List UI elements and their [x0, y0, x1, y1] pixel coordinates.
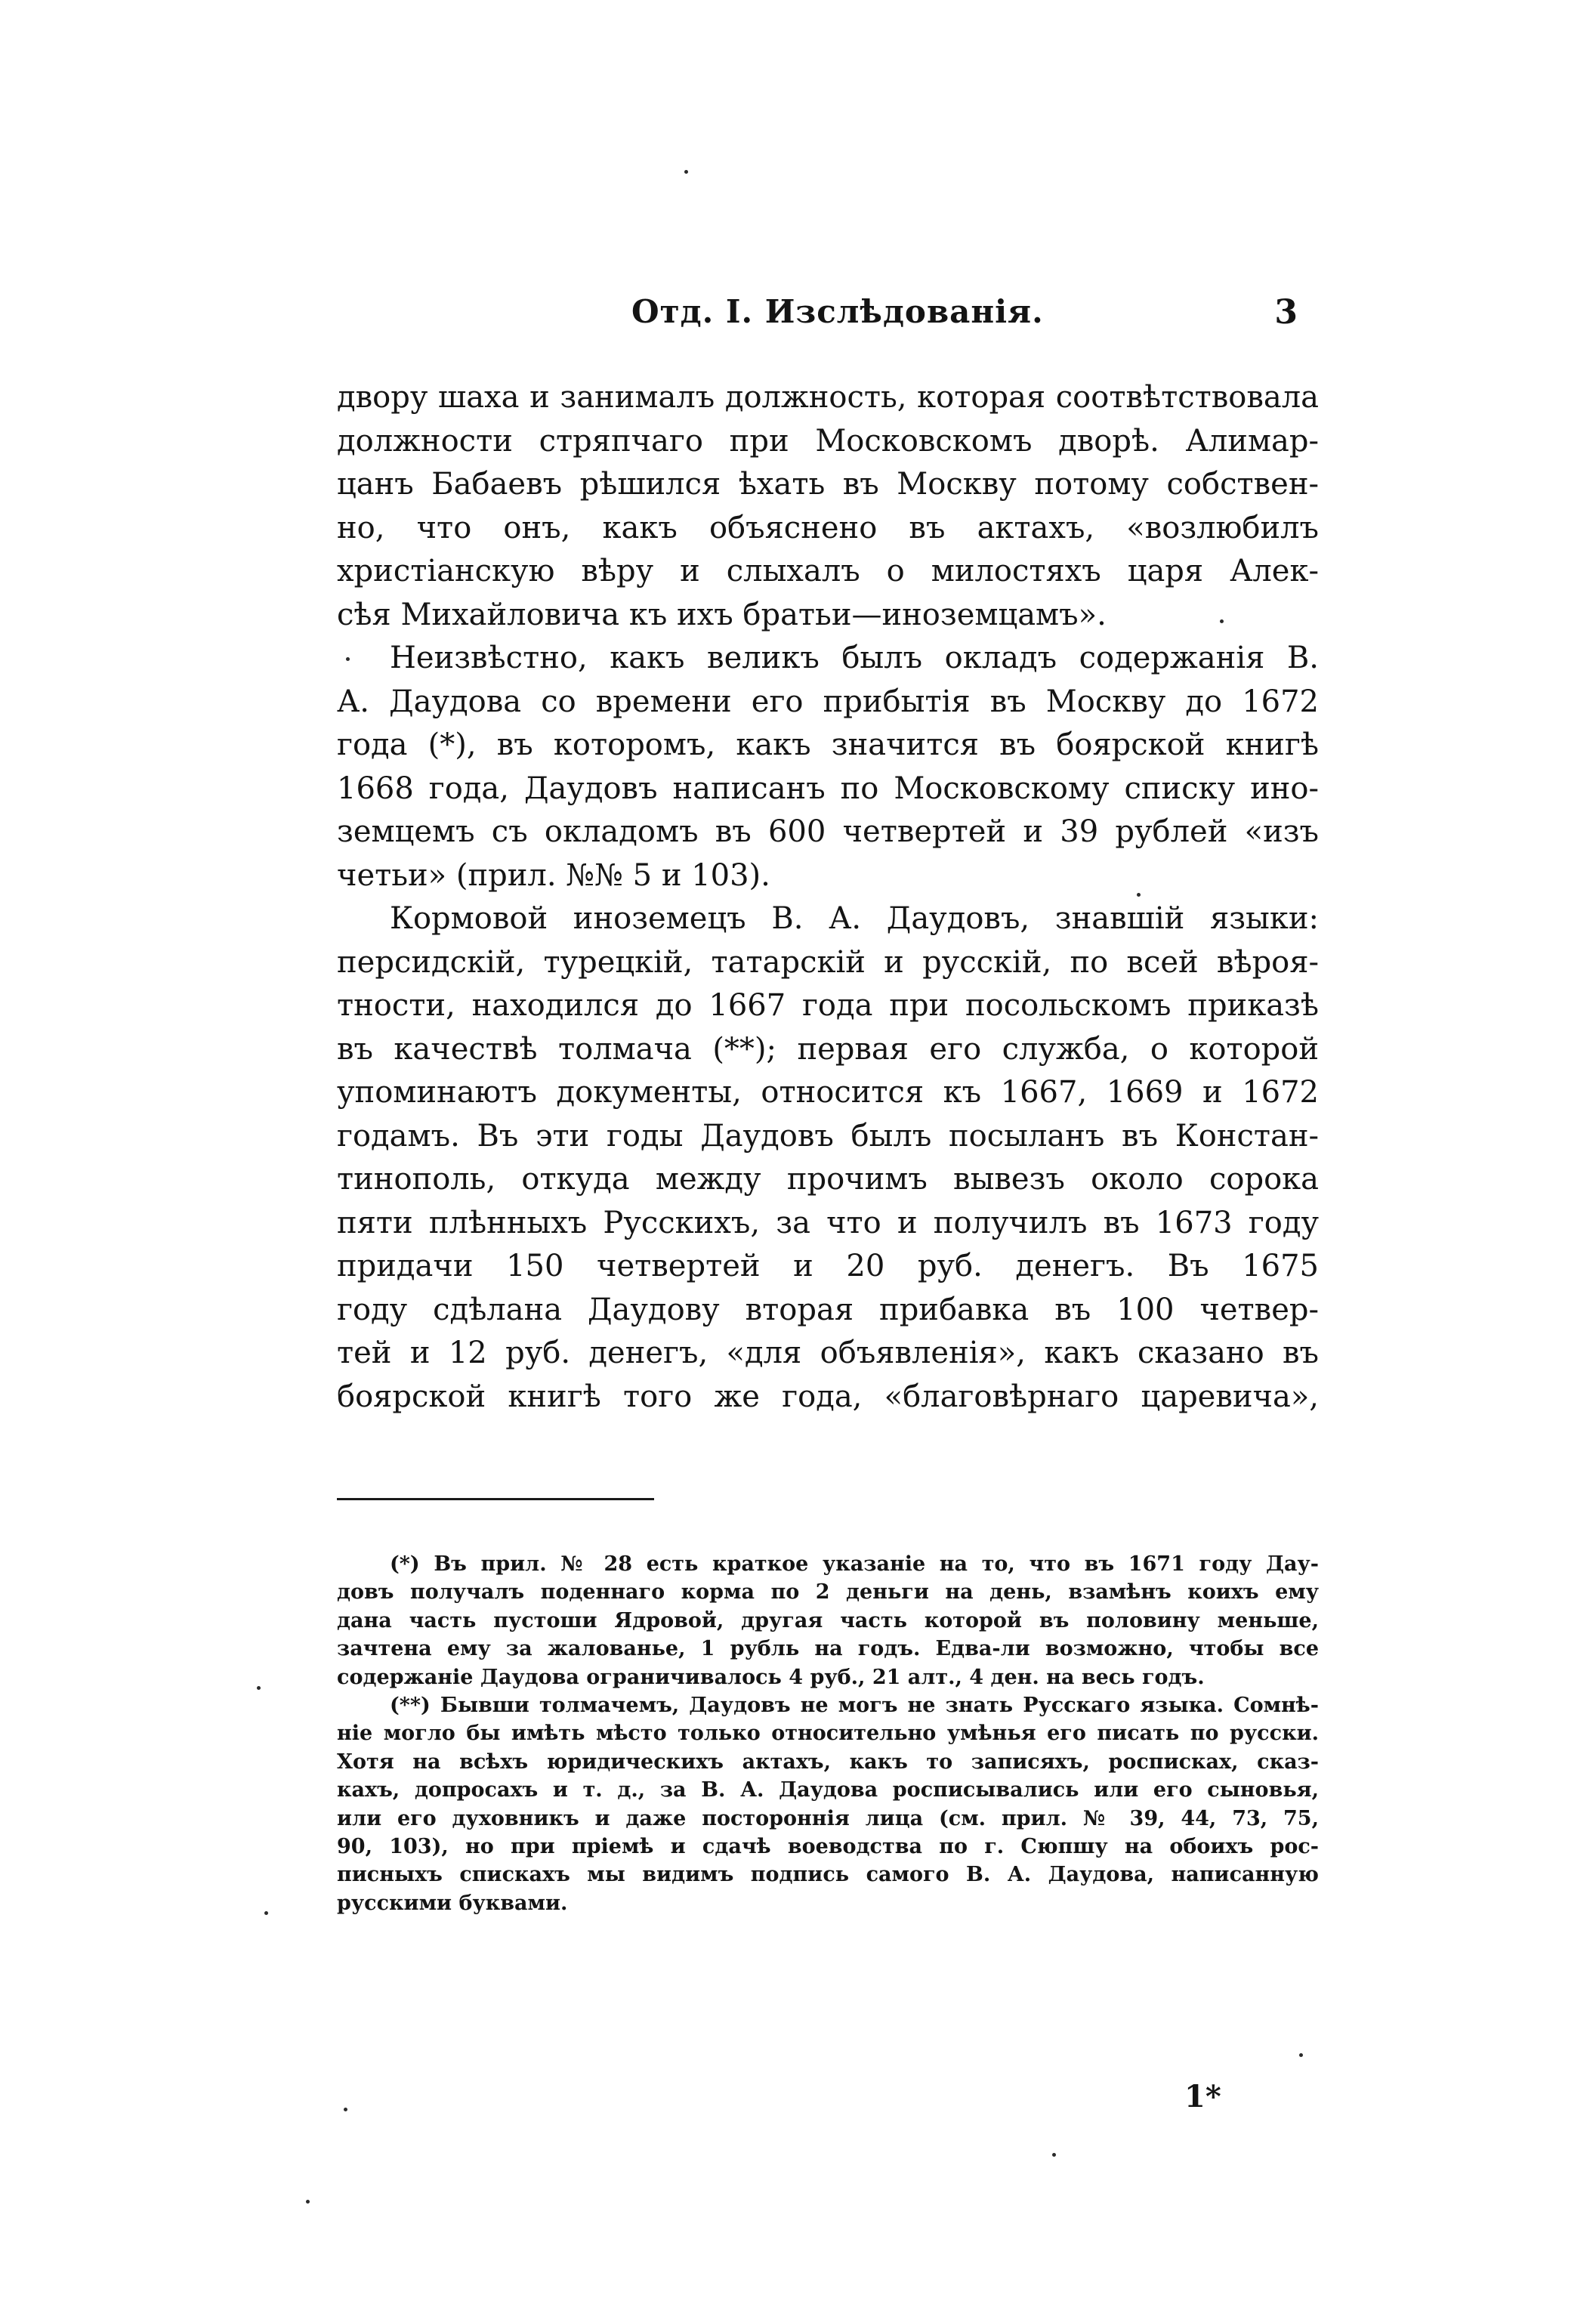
footnote-line: дана часть пустоши Ядровой, другая часть которой въ половину меньше, — [337, 1608, 1319, 1632]
footnote-line: ніе могло бы имѣть мѣсто только относительно умѣнья его писать по русски. — [337, 1722, 1319, 1746]
footnotes — [337, 1550, 1319, 1917]
footnote-line: или его духовникъ и даже постороннія лица (см. прил. № 39, 44, 73, 75, — [337, 1806, 1319, 1830]
footnote-line: (**) Бывши толмачемъ, Даудовъ не могъ не знать Русскаго языка. Сомнѣ- — [390, 1693, 1319, 1717]
footnote-line: (*) Въ прил. № 28 есть краткое указаніе на то, что въ 1671 году Дау- — [390, 1552, 1319, 1576]
scan-speck — [1299, 2053, 1303, 2057]
text-line: но, что онъ, какъ объяснено въ актахъ, «возлюбилъ — [337, 510, 1319, 545]
footnote-line: содержаніе Даудова ограничивалось 4 руб., 21 алт., 4 ден. на весь годъ. — [337, 1665, 1205, 1689]
text-line: четьи» (прил. №№ 5 и 103). — [337, 857, 770, 893]
text-line: Кормовой иноземецъ В. А. Даудовъ, знавшій языки: — [390, 901, 1319, 936]
text-line: тности, находился до 1667 года при посольскомъ приказѣ — [337, 988, 1319, 1023]
text-line: придачи 150 четвертей и 20 руб. денегъ. Въ 1675 — [337, 1249, 1319, 1283]
text-line: двору шаха и занималъ должность, которая соотвѣтствовала — [337, 380, 1319, 415]
footnote-divider — [337, 1498, 654, 1500]
running-header — [337, 293, 1319, 346]
text-line: въ качествѣ толмача (**); первая его служба, о которой — [337, 1031, 1319, 1067]
text-line: 1668 года, Даудовъ написанъ по Московскому списку ино- — [337, 771, 1319, 806]
footnote-line: довъ получалъ поденнаго корма по 2 деньги на день, взамѣнъ коихъ ему — [337, 1580, 1319, 1605]
text-line: упоминаютъ документы, относится къ 1667, 1669 и 1672 — [337, 1075, 1319, 1110]
text-line: земцемъ съ окладомъ въ 600 четвертей и 39 рублей «изъ — [337, 814, 1319, 849]
text-line: года (*), въ которомъ, какъ значится въ боярской книгѣ — [337, 727, 1319, 762]
scan-speck — [344, 2108, 347, 2111]
scan-speck — [257, 1686, 261, 1690]
scan-speck — [264, 1911, 268, 1915]
main-text — [337, 376, 1319, 1419]
footnote-line: русскими буквами. — [337, 1891, 568, 1915]
page-number: 3 — [1274, 293, 1298, 332]
text-line: христіанскую вѣру и слыхалъ о милостяхъ царя Алек- — [337, 554, 1319, 588]
footnote-line: Хотя на всѣхъ юридическихъ актахъ, какъ то записяхъ, росписках, сказ- — [337, 1750, 1319, 1774]
text-line: пяти плѣнныхъ Русскихъ, за что и получилъ въ 1673 году — [337, 1205, 1319, 1240]
text-line: цанъ Бабаевъ рѣшился ѣхать въ Москву потому собствен- — [337, 467, 1319, 502]
signature-mark: 1* — [1184, 2079, 1221, 2114]
text-line: Неизвѣстно, какъ великъ былъ окладъ содержанія В. — [390, 641, 1319, 675]
text-line: тинополь, откуда между прочимъ вывезъ около сорока — [337, 1162, 1319, 1197]
scan-speck — [1137, 893, 1141, 897]
text-line: боярской книгѣ того же года, «благовѣрнаго царевича», — [337, 1379, 1319, 1414]
text-line: годамъ. Въ эти годы Даудовъ былъ посыланъ въ Констан- — [337, 1118, 1319, 1154]
text-line: сѣя Михайловича къ ихъ братьи—иноземцамъ». — [337, 597, 1107, 632]
scan-speck — [1220, 619, 1224, 623]
section-title: Отд. I. Изслѣдованія. — [631, 293, 1044, 330]
footnote-line: зачтена ему за жалованье, 1 рубль на годъ. Едва-ли возможно, чтобы все — [337, 1637, 1319, 1661]
footnote-line: кахъ, допросахъ и т. д., за В. А. Даудова росписывались или его сыновья, — [337, 1778, 1319, 1802]
scan-speck — [346, 657, 350, 661]
scan-speck — [1052, 2153, 1056, 2157]
text-line: году сдѣлана Даудову вторая прибавка въ 100 четвер- — [337, 1292, 1319, 1327]
footnote-line: писныхъ спискахъ мы видимъ подпись самого В. А. Даудова, написанную — [337, 1863, 1319, 1887]
text-line: А. Даудова со времени его прибытія въ Москву до 1672 — [337, 684, 1319, 719]
scan-speck — [306, 2200, 310, 2204]
text-line: персидскій, турецкій, татарскій и русскій, по всей вѣроя- — [337, 944, 1319, 980]
footnote-line: 90, 103), но при пріемѣ и сдачѣ воеводства по г. Сюпшу на обоихъ рос- — [337, 1834, 1319, 1858]
text-line: тей и 12 руб. денегъ, «для объявленія», какъ сказано въ — [337, 1336, 1319, 1370]
scan-speck — [684, 170, 688, 174]
text-line: должности стряпчаго при Московскомъ дворѣ. Алимар- — [337, 423, 1319, 459]
